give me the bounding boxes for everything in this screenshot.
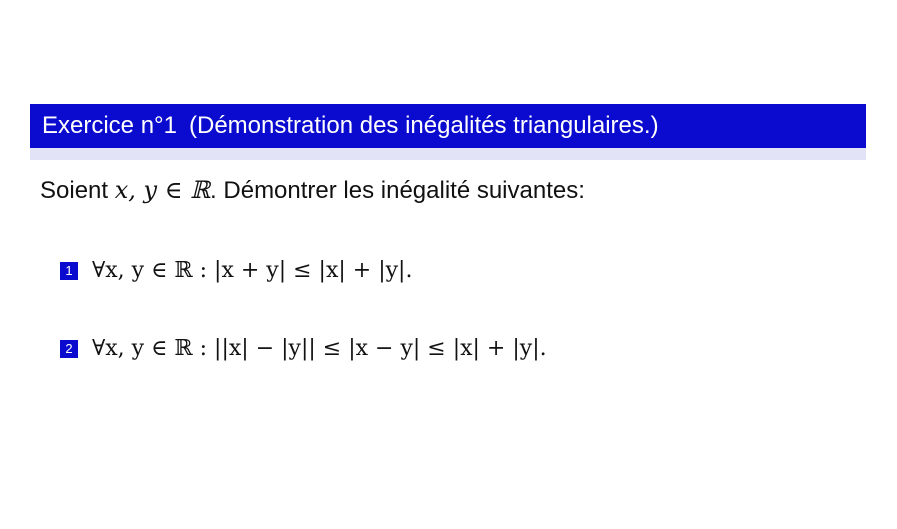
list-item bbox=[60, 258, 412, 283]
item-number-badge: 2 bbox=[60, 340, 78, 358]
list-item bbox=[60, 336, 547, 361]
exercise-statement bbox=[40, 172, 585, 209]
statement-text-before: Soient bbox=[40, 177, 115, 204]
item-number-badge: 1 bbox=[60, 262, 78, 280]
exercise-title: Exercice n°1 bbox=[42, 112, 177, 139]
inequality-formula: ∀x, y ∈ ℝ : ||x| − |y|| ≤ |x − y| ≤ |x| + |y|. bbox=[92, 336, 547, 361]
statement-text-after: . Démontrer les inégalité suivantes: bbox=[210, 177, 585, 204]
title-underbar bbox=[30, 148, 866, 160]
exercise-title-bar bbox=[30, 104, 866, 148]
exercise-subtitle: (Démonstration des inégalités triangulaires.) bbox=[189, 112, 659, 139]
inequality-formula: ∀x, y ∈ ℝ : |x + y| ≤ |x| + |y|. bbox=[92, 258, 413, 283]
statement-math: x, y ∈ ℝ bbox=[114, 176, 211, 204]
